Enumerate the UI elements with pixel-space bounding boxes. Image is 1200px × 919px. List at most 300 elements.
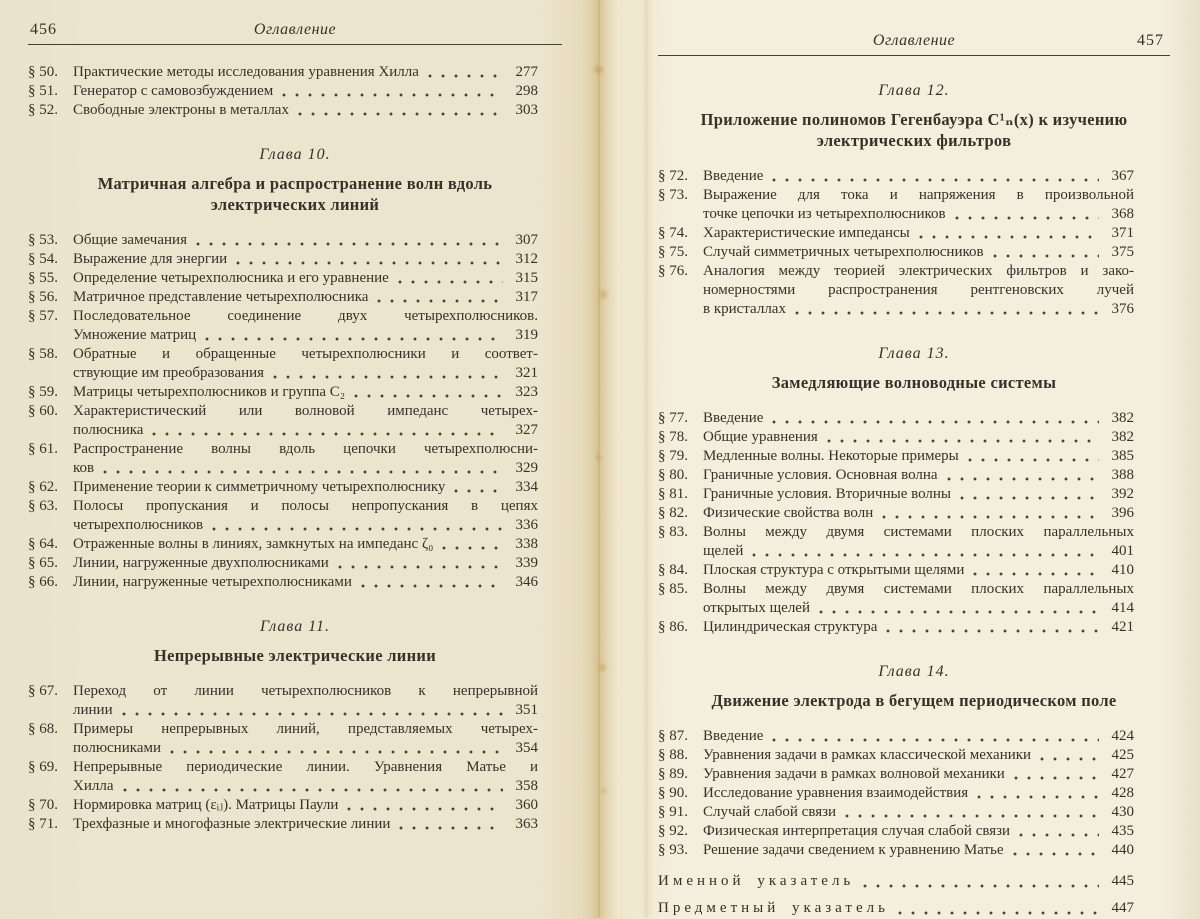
toc-entry xyxy=(28,82,538,101)
entry-line xyxy=(703,618,1134,637)
paper-stain xyxy=(600,290,607,299)
entry-title: Применение теории к симметричному четырехполюснику xyxy=(73,479,446,495)
entry-page-number: 428 xyxy=(1111,785,1134,801)
entry-body xyxy=(703,409,1134,428)
entry-page-number: 303 xyxy=(515,102,538,118)
dot-leader xyxy=(1013,852,1099,856)
entry-title: точке цепочки из четырехполюсников xyxy=(703,206,946,222)
entry-number: § 55. xyxy=(28,270,58,286)
left-page-header xyxy=(28,0,562,45)
entry-page-number: 425 xyxy=(1111,747,1134,763)
entry-page-number: 435 xyxy=(1111,823,1134,839)
entry-page-number: 312 xyxy=(515,251,538,267)
entry-title: Отраженные волны в линиях, замкнутых на импеданс ζ₀ xyxy=(73,536,434,552)
entry-body xyxy=(73,101,538,120)
entry-number: § 70. xyxy=(28,797,58,813)
dot-leader xyxy=(960,496,1099,500)
toc-entry xyxy=(658,428,1134,447)
entry-title: Случай симметричных четырехполюсников xyxy=(703,244,984,260)
toc-entry xyxy=(658,580,1134,618)
entry-number: § 71. xyxy=(28,816,58,832)
entry-body xyxy=(73,288,538,307)
entry-line xyxy=(703,300,1134,319)
entry-line xyxy=(73,516,538,535)
entry-number: § 75. xyxy=(658,244,688,260)
entry-number: § 64. xyxy=(28,536,58,552)
entry-number: § 72. xyxy=(658,168,688,184)
entry-line xyxy=(73,554,538,573)
right-page xyxy=(658,0,1170,919)
dot-leader xyxy=(196,242,503,246)
dot-leader xyxy=(338,565,503,569)
entry-title: Введение xyxy=(703,168,764,184)
dot-leader xyxy=(152,432,503,436)
entry-page-number: 401 xyxy=(1111,543,1134,559)
entry-number: § 91. xyxy=(658,804,688,820)
entry-body xyxy=(73,402,538,440)
entry-body xyxy=(73,554,538,573)
chapter-label: Глава 14. xyxy=(878,663,950,680)
entry-line xyxy=(73,478,538,497)
entry-line: Переход от линии четырехполюсников к непрерывной xyxy=(73,683,538,699)
dot-leader xyxy=(947,477,1099,481)
chapter-heading xyxy=(658,78,1170,151)
entry-title: Общие уравнения xyxy=(703,429,818,445)
entry-line: Волны между двумя системами плоских параллельных xyxy=(703,581,1134,597)
entry-body xyxy=(73,231,538,250)
toc-entry xyxy=(28,288,538,307)
entry-title: Линии, нагруженные четырехполюсниками xyxy=(73,574,352,590)
entry-body xyxy=(703,504,1134,523)
chapter-title-line: электрических фильтров xyxy=(816,131,1012,150)
entry-title: Уравнения задачи в рамках классической механики xyxy=(703,747,1032,763)
entry-number: § 60. xyxy=(28,403,58,419)
entry-title: в кристаллах xyxy=(703,301,786,317)
dot-leader xyxy=(772,178,1099,182)
entry-line xyxy=(703,727,1134,746)
entry-number: § 66. xyxy=(28,574,58,590)
entry-line xyxy=(703,224,1134,243)
entry-body xyxy=(73,796,538,815)
entry-body xyxy=(703,822,1134,841)
entry-number: § 89. xyxy=(658,766,688,782)
dot-leader xyxy=(1040,757,1099,761)
entry-number: § 53. xyxy=(28,232,58,248)
entry-number: § 82. xyxy=(658,505,688,521)
entry-body xyxy=(73,497,538,535)
entry-page-number: 360 xyxy=(515,797,538,813)
entry-title: Цилиндрическая структура xyxy=(703,619,878,635)
entry-body xyxy=(73,250,538,269)
entry-body xyxy=(703,167,1134,186)
toc-entry xyxy=(658,803,1134,822)
entry-line: Примеры непрерывных линий, представляемых четырех- xyxy=(73,721,538,737)
entry-line xyxy=(703,504,1134,523)
toc-entry xyxy=(28,720,538,758)
dot-leader xyxy=(170,750,503,754)
toc-entry xyxy=(28,682,538,720)
entry-page-number: 336 xyxy=(515,517,538,533)
toc-entry xyxy=(658,504,1134,523)
entry-number: § 77. xyxy=(658,410,688,426)
entry-title: Определение четырехполюсника и его уравнение xyxy=(73,270,389,286)
dot-leader xyxy=(377,299,503,303)
paper-stain xyxy=(602,788,607,793)
entry-number: § 80. xyxy=(658,467,688,483)
chapter-title-line: электрических линий xyxy=(210,195,380,214)
entry-line xyxy=(703,803,1134,822)
dot-leader xyxy=(845,814,1099,818)
dot-leader xyxy=(123,788,504,792)
toc-entry xyxy=(658,485,1134,504)
entry-number: § 84. xyxy=(658,562,688,578)
entry-body xyxy=(73,478,538,497)
entry-number: § 61. xyxy=(28,441,58,457)
entry-line: Волны между двумя системами плоских параллельных xyxy=(703,524,1134,540)
entry-body xyxy=(703,803,1134,822)
dot-leader xyxy=(973,572,1099,576)
entry-page-number: 298 xyxy=(515,83,538,99)
dot-leader xyxy=(354,394,503,398)
entry-line xyxy=(73,459,538,478)
entry-body xyxy=(703,262,1134,319)
paper-stain xyxy=(596,455,601,461)
entry-body xyxy=(703,561,1134,580)
entry-page-number: 371 xyxy=(1111,225,1134,241)
toc-entry xyxy=(28,478,538,497)
entry-body xyxy=(73,815,538,834)
entry-title: Выражение для энергии xyxy=(73,251,228,267)
entry-body xyxy=(73,345,538,383)
entry-number: § 87. xyxy=(658,728,688,744)
entry-title: Нормировка матриц (εᵢⱼ). Матрицы Паули xyxy=(73,797,339,813)
entry-title: полюсника xyxy=(73,422,144,438)
toc-entry xyxy=(28,269,538,288)
toc-entry xyxy=(28,402,538,440)
dot-leader xyxy=(454,489,503,493)
entry-page-number: 414 xyxy=(1111,600,1134,616)
entry-line xyxy=(73,535,538,554)
entry-body xyxy=(73,383,538,402)
entry-page-number: 339 xyxy=(515,555,538,571)
entry-line xyxy=(703,466,1134,485)
entry-line xyxy=(703,428,1134,447)
dot-leader xyxy=(273,375,503,379)
entry-number: § 68. xyxy=(28,721,58,737)
left-page-content xyxy=(28,63,562,834)
toc-entry xyxy=(28,345,538,383)
entry-number: § 57. xyxy=(28,308,58,324)
toc-entry xyxy=(658,746,1134,765)
entry-title: Характеристические импедансы xyxy=(703,225,910,241)
chapter-heading xyxy=(28,142,562,215)
entry-body xyxy=(703,746,1134,765)
entry-number: § 50. xyxy=(28,64,58,80)
entry-number: § 88. xyxy=(658,747,688,763)
entry-line xyxy=(73,796,538,815)
paper-stain xyxy=(594,66,603,73)
entry-body xyxy=(703,224,1134,243)
entry-line: Полосы пропускания и полосы непропускания в цепях xyxy=(73,498,538,514)
entry-title: Введение xyxy=(703,410,764,426)
entry-page-number: 396 xyxy=(1111,505,1134,521)
toc-entries xyxy=(28,63,562,120)
entry-line xyxy=(703,765,1134,784)
entry-line xyxy=(703,485,1134,504)
toc-entries xyxy=(28,231,562,592)
entry-body xyxy=(658,897,1134,919)
chapter-title-line: Движение электрода в бегущем периодическом поле xyxy=(711,691,1117,710)
entry-number: § 76. xyxy=(658,263,688,279)
book-gutter-crease xyxy=(598,0,600,917)
index-entry xyxy=(658,870,1134,892)
toc-entry xyxy=(28,554,538,573)
entry-title: Физическая интерпретация случая слабой связи xyxy=(703,823,1011,839)
entry-number: § 58. xyxy=(28,346,58,362)
right-page-content xyxy=(658,78,1170,919)
entry-page-number: 427 xyxy=(1111,766,1134,782)
entry-number: § 74. xyxy=(658,225,688,241)
chapter-title-line: Матричная алгебра и распространение волн вдоль xyxy=(97,174,493,193)
entry-number: § 65. xyxy=(28,555,58,571)
entry-number: § 63. xyxy=(28,498,58,514)
entry-body xyxy=(73,63,538,82)
entry-number: § 51. xyxy=(28,83,58,99)
entry-page-number: 277 xyxy=(515,64,538,80)
dot-leader xyxy=(442,546,503,550)
entry-line xyxy=(703,746,1134,765)
toc-entries xyxy=(658,409,1170,637)
entry-line xyxy=(73,269,538,288)
chapter-title-line: Непрерывные электрические линии xyxy=(153,646,437,665)
entry-number: § 81. xyxy=(658,486,688,502)
entry-page-number: 421 xyxy=(1111,619,1134,635)
entry-title: Матрицы четырехполюсников и группа C₂ xyxy=(73,384,346,400)
entry-title: щелей xyxy=(703,543,744,559)
toc-entry xyxy=(658,561,1134,580)
dot-leader xyxy=(282,93,503,97)
entry-page-number: 346 xyxy=(515,574,538,590)
toc-entries xyxy=(28,682,562,834)
dot-leader xyxy=(399,826,503,830)
entry-line: Обратные и обращенные четырехполюсники и соответ- xyxy=(73,346,538,362)
entry-line xyxy=(703,409,1134,428)
index-entries xyxy=(658,870,1170,919)
chapter-title-line: Приложение полиномов Гегенбауэра C¹ₙ(x) к изучению xyxy=(700,110,1128,129)
entry-title: Генератор с самовозбуждением xyxy=(73,83,274,99)
entry-line xyxy=(703,447,1134,466)
entry-title: Свободные электроны в металлах xyxy=(73,102,289,118)
dot-leader xyxy=(819,610,1099,614)
toc-entries xyxy=(658,167,1170,319)
entry-body xyxy=(73,758,538,796)
entry-number: § 67. xyxy=(28,683,58,699)
entry-page-number: 410 xyxy=(1111,562,1134,578)
entry-line xyxy=(73,815,538,834)
entry-page-number: 351 xyxy=(515,702,538,718)
toc-entry xyxy=(658,841,1134,860)
paper-edge-streak xyxy=(645,0,648,917)
dot-leader xyxy=(863,884,1099,888)
entry-line xyxy=(73,63,538,82)
entry-page-number: 430 xyxy=(1111,804,1134,820)
entry-page-number: 338 xyxy=(515,536,538,552)
entry-line: Последовательное соединение двух четырехполюсников. xyxy=(73,308,538,324)
entry-line xyxy=(703,205,1134,224)
entry-title: ков xyxy=(73,460,95,476)
dot-leader xyxy=(898,911,1099,915)
entry-body xyxy=(73,720,538,758)
entry-line xyxy=(73,739,538,758)
entry-line xyxy=(73,701,538,720)
toc-entry xyxy=(28,307,538,345)
toc-entry xyxy=(658,262,1134,319)
entry-page-number: 321 xyxy=(515,365,538,381)
right-page-number: 457 xyxy=(1137,32,1164,49)
right-running-title: Оглавление xyxy=(872,32,956,49)
toc-entry xyxy=(658,822,1134,841)
entry-title: Плоская структура с открытыми щелями xyxy=(703,562,965,578)
entry-page-number: 440 xyxy=(1111,842,1134,858)
entry-body xyxy=(73,269,538,288)
entry-line xyxy=(703,841,1134,860)
entry-title: Матричное представление четырехполюсника xyxy=(73,289,369,305)
dot-leader xyxy=(977,795,1099,799)
entry-title: Случай слабой связи xyxy=(703,804,837,820)
dot-leader xyxy=(298,112,503,116)
entry-title: Общие замечания xyxy=(73,232,187,248)
entry-line xyxy=(73,777,538,796)
entry-body xyxy=(658,870,1134,892)
dot-leader xyxy=(1019,833,1099,837)
entry-body xyxy=(703,428,1134,447)
entry-line xyxy=(73,364,538,383)
entry-line: Аналогия между теорией электрических фильтров и зако- xyxy=(703,263,1134,279)
entry-page-number: 315 xyxy=(515,270,538,286)
chapter-heading xyxy=(28,614,562,666)
entry-page-number: 354 xyxy=(515,740,538,756)
entry-line xyxy=(73,101,538,120)
entry-page-number: 327 xyxy=(515,422,538,438)
entry-number: § 83. xyxy=(658,524,688,540)
entry-page-number: 392 xyxy=(1111,486,1134,502)
entry-body xyxy=(73,82,538,101)
entry-body xyxy=(703,447,1134,466)
entry-number: § 90. xyxy=(658,785,688,801)
dot-leader xyxy=(428,74,503,78)
chapter-label: Глава 13. xyxy=(878,345,950,362)
right-page-header xyxy=(658,0,1170,56)
chapter-title-line: Замедляющие волноводные системы xyxy=(771,373,1057,392)
toc-entry xyxy=(658,618,1134,637)
entry-page-number: 382 xyxy=(1111,410,1134,426)
chapter-label: Глава 11. xyxy=(259,618,331,635)
entry-title: Линии, нагруженные двухполюсниками xyxy=(73,555,329,571)
dot-leader xyxy=(955,216,1099,220)
entry-page-number: 367 xyxy=(1111,168,1134,184)
entry-title: полюсниками xyxy=(73,740,161,756)
entry-line: Характеристический или волновой импеданс четырех- xyxy=(73,403,538,419)
toc-entry xyxy=(658,523,1134,561)
entry-body xyxy=(703,727,1134,746)
entry-line xyxy=(73,250,538,269)
entry-line xyxy=(658,870,1134,892)
dot-leader xyxy=(752,553,1099,557)
entry-line xyxy=(703,167,1134,186)
entry-number: § 78. xyxy=(658,429,688,445)
entry-line xyxy=(703,243,1134,262)
entry-line xyxy=(703,784,1134,803)
dot-leader xyxy=(1014,776,1099,780)
entry-number: § 52. xyxy=(28,102,58,118)
entry-title: Именной указатель xyxy=(658,873,855,889)
entry-page-number: 334 xyxy=(515,479,538,495)
dot-leader xyxy=(361,584,503,588)
toc-entry xyxy=(28,440,538,478)
entry-page-number: 358 xyxy=(515,778,538,794)
entry-line xyxy=(703,599,1134,618)
entry-page-number: 319 xyxy=(515,327,538,343)
entry-title: Медленные волны. Некоторые примеры xyxy=(703,448,959,464)
entry-number: § 62. xyxy=(28,479,58,495)
dot-leader xyxy=(347,807,503,811)
entry-body xyxy=(703,186,1134,224)
dot-leader xyxy=(919,235,1099,239)
left-running-title: Оглавление xyxy=(253,21,337,38)
entry-line xyxy=(703,822,1134,841)
entry-body xyxy=(703,784,1134,803)
chapter-label: Глава 10. xyxy=(259,146,331,163)
entry-line xyxy=(73,231,538,250)
toc-entries xyxy=(658,727,1170,860)
paper-stain xyxy=(598,664,606,671)
left-page xyxy=(28,0,562,834)
toc-entry xyxy=(28,815,538,834)
entry-line xyxy=(73,326,538,345)
dot-leader xyxy=(795,311,1099,315)
entry-page-number: 375 xyxy=(1111,244,1134,260)
entry-body xyxy=(73,440,538,478)
entry-page-number: 376 xyxy=(1111,301,1134,317)
entry-body xyxy=(703,243,1134,262)
entry-page-number: 447 xyxy=(1111,900,1134,916)
toc-entry xyxy=(28,101,538,120)
toc-entry xyxy=(658,224,1134,243)
entry-number: § 54. xyxy=(28,251,58,267)
dot-leader xyxy=(772,738,1099,742)
entry-line: Непрерывные периодические линии. Уравнения Матье и xyxy=(73,759,538,775)
entry-body xyxy=(703,580,1134,618)
entry-title: Уравнения задачи в рамках волновой механики xyxy=(703,766,1005,782)
entry-body xyxy=(703,765,1134,784)
entry-page-number: 388 xyxy=(1111,467,1134,483)
toc-entry xyxy=(28,758,538,796)
toc-entry xyxy=(658,727,1134,746)
entry-page-number: 307 xyxy=(515,232,538,248)
dot-leader xyxy=(882,515,1099,519)
entry-title: Граничные условия. Основная волна xyxy=(703,467,938,483)
entry-body xyxy=(73,573,538,592)
entry-number: § 69. xyxy=(28,759,58,775)
entry-line xyxy=(73,421,538,440)
entry-page-number: 424 xyxy=(1111,728,1134,744)
entry-title: Практические методы исследования уравнения Хилла xyxy=(73,64,419,80)
entry-body xyxy=(73,307,538,345)
entry-title: открытых щелей xyxy=(703,600,810,616)
entry-body xyxy=(703,523,1134,561)
entry-line xyxy=(73,82,538,101)
entry-body xyxy=(703,466,1134,485)
